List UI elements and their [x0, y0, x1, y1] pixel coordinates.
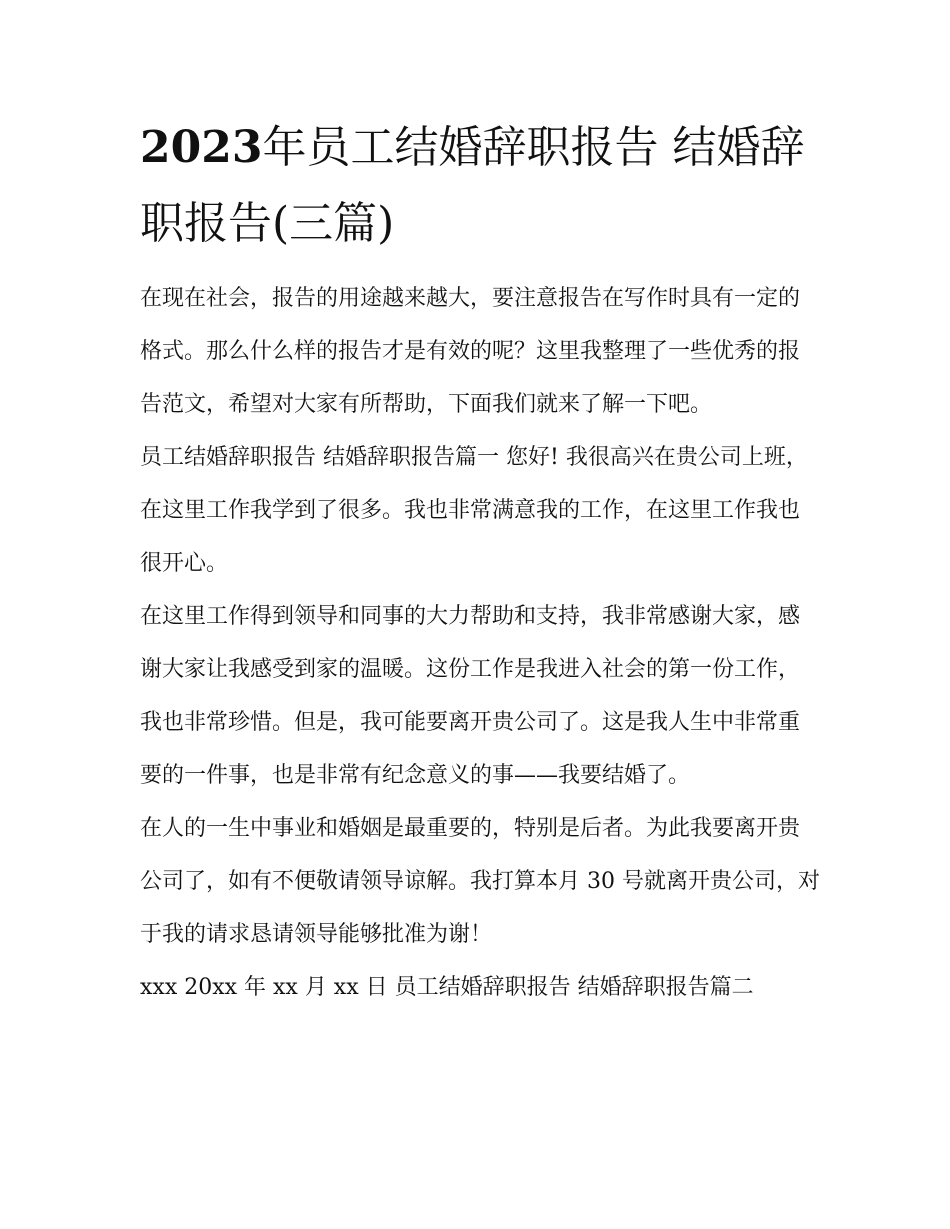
intro-paragraph: 在现在社会，报告的用途越来越大，要注意报告在写作时具有一定的格式。那么什么样的报告才是有效的呢？这里我整理了一些优秀的报告范文，希望对大家有所帮助，下面我们就来了解一下吧。	[140, 286, 801, 417]
paragraph-greeting: 员工结婚辞职报告 结婚辞职报告篇一 您好! 我很高兴在贵公司上班，在这里工作我学到了很多。我也非常满意我的工作，在这里工作我也很开心。	[140, 445, 808, 576]
title-year: 2023	[140, 122, 263, 173]
paragraph-request: 在人的一生中事业和婚姻是最重要的，特别是后者。为此我要离开贵公司了，如有不便敬请领导谅解。我打算本月 30 号就离开贵公司，对于我的请求恳请领导能够批准为谢！	[140, 816, 820, 947]
title-text: 年员工结婚辞职报告 结婚辞职报告(三篇)	[140, 122, 805, 249]
paragraph-signature: xxx 20xx 年 xx 月 xx 日 员工结婚辞职报告 结婚辞职报告篇二	[140, 975, 754, 1000]
document-title	[140, 110, 820, 262]
document-body	[140, 272, 820, 1014]
paragraph-thanks: 在这里工作得到领导和同事的大力帮助和支持，我非常感谢大家，感谢大家让我感受到家的温暖。这份工作是我进入社会的第一份工作，我也非常珍惜。但是，我可能要离开贵公司了。这是我人生中非常重要的一件事，也是非常有纪念意义的事——我要结婚了。	[140, 604, 801, 788]
